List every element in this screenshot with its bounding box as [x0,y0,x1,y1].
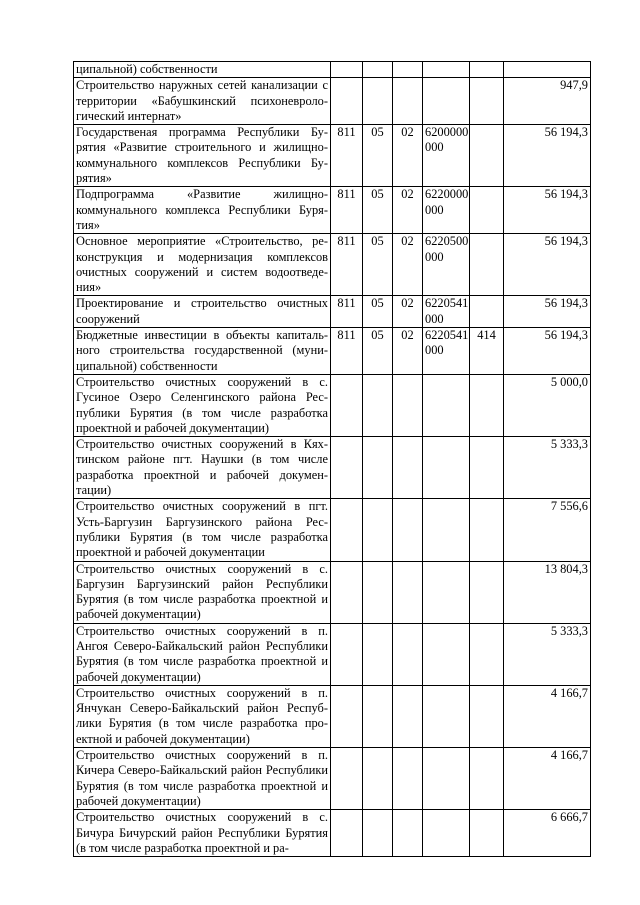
row-name-cell: Строительство очистных сооружений в п. Ангоя Северо-Байкальский район Республики Бурятия (в том числе разработка проектной и рабочей документации) [74,623,331,685]
subsection-code-cell [393,62,423,78]
ministry-code-cell [331,685,363,747]
expense-type-cell [470,187,504,234]
expense-type-cell [470,685,504,747]
table-row [74,561,591,623]
section-code-cell [363,561,393,623]
row-name-cell: Государственая программа Республики Бурятия «Развитие строительного и жилищно-коммунального комплексов Республики Бурятия» [74,125,331,187]
subsection-code-cell [393,78,423,125]
section-code-cell: 05 [363,328,393,375]
ministry-code-cell: 811 [331,187,363,234]
table-row [74,499,591,561]
target-article-cell [423,499,470,561]
section-code-cell [363,62,393,78]
ministry-code-cell [331,437,363,499]
subsection-code-cell: 02 [393,125,423,187]
expense-type-cell [470,437,504,499]
row-name-cell: Бюджетные инвестиции в объекты капитального строительства государственной (муниципальной) собственности [74,328,331,375]
target-article-cell: 6200000 000 [423,125,470,187]
table-row [74,125,591,187]
ministry-code-cell [331,62,363,78]
section-code-cell [363,437,393,499]
section-code-cell [363,810,393,857]
target-article-cell: 6220541 000 [423,328,470,375]
table-row [74,187,591,234]
expense-type-cell [470,296,504,328]
amount-cell: 4 166,7 [504,685,591,747]
amount-cell: 7 556,6 [504,499,591,561]
amount-cell: 6 666,7 [504,810,591,857]
section-code-cell [363,499,393,561]
subsection-code-cell [393,499,423,561]
table-row [74,234,591,296]
row-name-cell: Строительство очистных сооружений в с. Бичура Бичурский район Республики Бурятия (в том числе разработка проектной и ра- [74,810,331,857]
subsection-code-cell [393,374,423,436]
amount-cell: 947,9 [504,78,591,125]
table-row [74,685,591,747]
amount-cell: 4 166,7 [504,748,591,810]
section-code-cell [363,374,393,436]
ministry-code-cell [331,374,363,436]
table-row [74,62,591,78]
target-article-cell [423,685,470,747]
amount-cell: 5 333,3 [504,437,591,499]
ministry-code-cell [331,78,363,125]
row-name-cell: Подпрограмма «Развитие жилищно-коммунального комплекса Республики Бурятия» [74,187,331,234]
ministry-code-cell [331,623,363,685]
amount-cell: 5 000,0 [504,374,591,436]
target-article-cell [423,623,470,685]
expense-type-cell [470,125,504,187]
budget-table [73,61,591,857]
row-name-cell: Строительство очистных сооружений в п. Янчукан Северо-Байкальский район Республики Бурятия (в том числе разработка проектной и рабочей документации) [74,685,331,747]
target-article-cell [423,374,470,436]
amount-cell [504,62,591,78]
row-name-cell: Основное мероприятие «Строительство, реконструкция и модернизация комплексов очистных сооружений и систем водоотведения» [74,234,331,296]
expense-type-cell: 414 [470,328,504,375]
ministry-code-cell [331,748,363,810]
row-name-cell: Строительство очистных сооружений в с. Гусиное Озеро Селенгинского района Республики Бурятия (в том числе разработка проектной и рабочей документации) [74,374,331,436]
subsection-code-cell: 02 [393,234,423,296]
target-article-cell [423,561,470,623]
expense-type-cell [470,234,504,296]
section-code-cell [363,748,393,810]
table-row [74,623,591,685]
ministry-code-cell: 811 [331,296,363,328]
amount-cell: 56 194,3 [504,328,591,375]
expense-type-cell [470,561,504,623]
target-article-cell [423,78,470,125]
target-article-cell: 6220500 000 [423,234,470,296]
ministry-code-cell: 811 [331,234,363,296]
section-code-cell: 05 [363,187,393,234]
amount-cell: 5 333,3 [504,623,591,685]
ministry-code-cell: 811 [331,328,363,375]
amount-cell: 56 194,3 [504,187,591,234]
section-code-cell: 05 [363,296,393,328]
row-name-cell: Проектирование и строительство очистных сооружений [74,296,331,328]
section-code-cell [363,623,393,685]
subsection-code-cell [393,748,423,810]
expense-type-cell [470,499,504,561]
target-article-cell [423,437,470,499]
table-row [74,78,591,125]
row-name-cell: Строительство очистных сооружений в пгт. Усть-Баргузин Баргузинского района Республики Бурятия (в том числе разработка проектной и рабочей документации [74,499,331,561]
subsection-code-cell [393,437,423,499]
target-article-cell [423,62,470,78]
subsection-code-cell: 02 [393,187,423,234]
amount-cell: 13 804,3 [504,561,591,623]
table-row [74,296,591,328]
expense-type-cell [470,374,504,436]
subsection-code-cell [393,561,423,623]
table-body [74,62,591,857]
expense-type-cell [470,810,504,857]
amount-cell: 56 194,3 [504,234,591,296]
section-code-cell: 05 [363,234,393,296]
expense-type-cell [470,62,504,78]
target-article-cell [423,810,470,857]
ministry-code-cell: 811 [331,125,363,187]
expense-type-cell [470,748,504,810]
table-row [74,437,591,499]
target-article-cell: 6220000 000 [423,187,470,234]
subsection-code-cell: 02 [393,296,423,328]
table-row [74,748,591,810]
section-code-cell [363,685,393,747]
target-article-cell [423,748,470,810]
row-name-cell: Строительство очистных сооружений в Кяхтинском районе пгт. Наушки (в том числе разработка проектной и рабочей документации) [74,437,331,499]
ministry-code-cell [331,561,363,623]
subsection-code-cell [393,810,423,857]
row-name-cell: Строительство очистных сооружений в с. Баргузин Баргузинский район Республики Бурятия (в том числе разработка проектной и рабочей документации) [74,561,331,623]
row-name-cell: Строительство очистных сооружений в п. Кичера Северо-Байкальский район Республики Бурятия (в том числе разработка проектной и рабочей документации) [74,748,331,810]
subsection-code-cell: 02 [393,328,423,375]
section-code-cell [363,78,393,125]
table-row [74,374,591,436]
expense-type-cell [470,78,504,125]
amount-cell: 56 194,3 [504,125,591,187]
section-code-cell: 05 [363,125,393,187]
ministry-code-cell [331,499,363,561]
subsection-code-cell [393,685,423,747]
amount-cell: 56 194,3 [504,296,591,328]
expense-type-cell [470,623,504,685]
subsection-code-cell [393,623,423,685]
row-name-cell: Строительство наружных сетей канализации с территории «Бабушкинский психоневрологический интернат» [74,78,331,125]
table-row [74,810,591,857]
ministry-code-cell [331,810,363,857]
row-name-cell: ципальной) собственности [74,62,331,78]
table-row [74,328,591,375]
target-article-cell: 6220541 000 [423,296,470,328]
